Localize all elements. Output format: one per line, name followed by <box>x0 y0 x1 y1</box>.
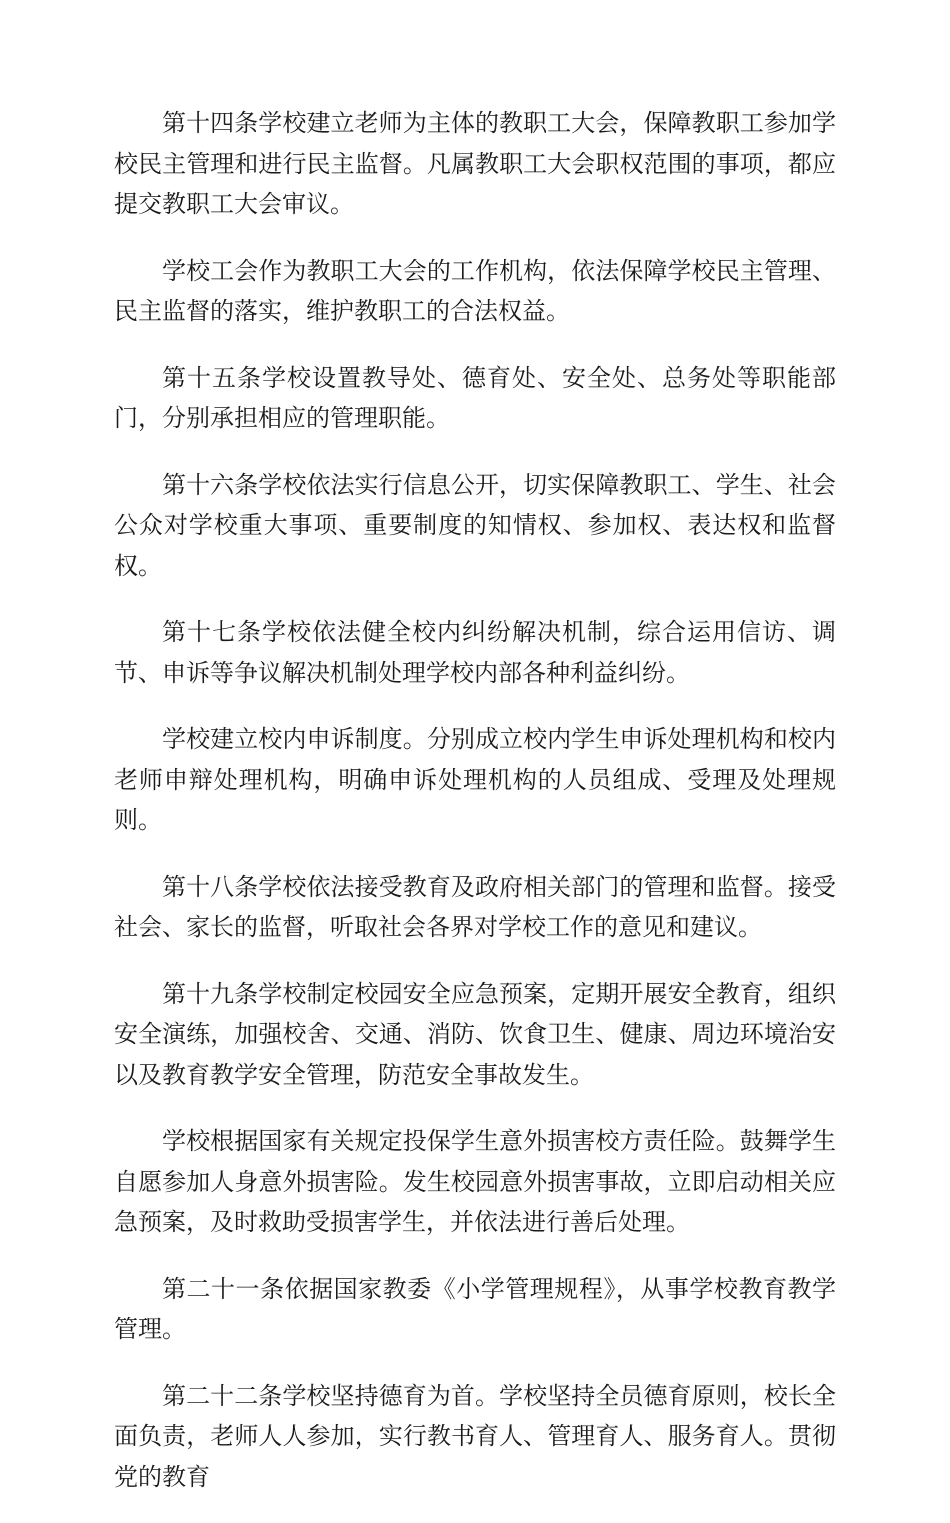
paragraph-article-21: 第二十一条依据国家教委《小学管理规程》，从事学校教育教学管理。 <box>114 1274 836 1343</box>
paragraph-article-17: 第十七条学校依法健全校内纠纷解决机制，综合运用信访、调节、申诉等争议解决机制处理学校内部各种利益纠纷。 <box>114 618 836 687</box>
paragraph-article-18: 第十八条学校依法接受教育及政府相关部门的管理和监督。接受社会、家长的监督，听取社会各界对学校工作的意见和建议。 <box>114 872 836 941</box>
paragraph-article-15: 第十五条学校设置教导处、德育处、安全处、总务处等职能部门，分别承担相应的管理职能。 <box>114 363 836 432</box>
paragraph-article-22: 第二十二条学校坚持德育为首。学校坚持全员德育原则，校长全面负责，老师人人参加，实行教书育人、管理育人、服务育人。贯彻党的教育 <box>114 1381 836 1491</box>
document-page <box>114 103 836 1523</box>
paragraph-insurance: 学校根据国家有关规定投保学生意外损害校方责任险。鼓舞学生自愿参加人身意外损害险。发生校园意外损害事故，立即启动相关应急预案，及时救助受损害学生，并依法进行善后处理。 <box>114 1127 836 1236</box>
paragraph-article-19: 第十九条学校制定校园安全应急预案，定期开展安全教育，组织安全演练，加强校舍、交通、消防、饮食卫生、健康、周边环境治安以及教育教学安全管理，防范安全事故发生。 <box>114 979 836 1089</box>
paragraph-appeal-system: 学校建立校内申诉制度。分别成立校内学生申诉处理机构和校内老师申辩处理机构，明确申诉处理机构的人员组成、受理及处理规则。 <box>114 725 836 834</box>
paragraph-article-16: 第十六条学校依法实行信息公开，切实保障教职工、学生、社会公众对学校重大事项、重要制度的知情权、参加权、表达权和监督权。 <box>114 470 836 580</box>
paragraph-union: 学校工会作为教职工大会的工作机构，依法保障学校民主管理、民主监督的落实，维护教职工的合法权益。 <box>114 256 836 325</box>
paragraph-article-14: 第十四条学校建立老师为主体的教职工大会，保障教职工参加学校民主管理和进行民主监督。凡属教职工大会职权范围的事项，都应提交教职工大会审议。 <box>114 109 836 218</box>
